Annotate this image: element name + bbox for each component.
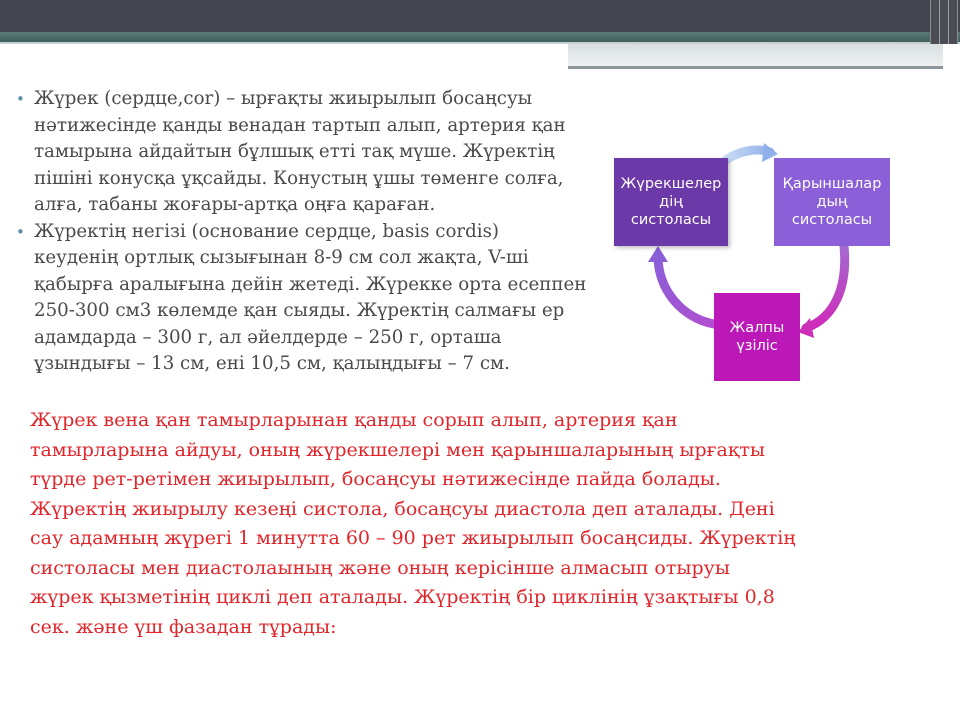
bullet-item-definition: • Жүрек (сердце,cor) – ырғақты жиырылып босаңсуы нәтижесінде қанды венадан тартып алып, артерия қан тамырына айдайтын бұлшық етті тақ мүше. Жүректің пішіні конусқа ұқсайды. Конустың ұшы төменге солға, алға, табаны жоғары-артқа оңға қараған. (16, 86, 636, 219)
header-stripe (0, 32, 960, 42)
bullet-list (16, 86, 636, 378)
header-tab-decoration (930, 0, 958, 44)
header-bar (0, 0, 960, 32)
arrow-to-atrial (658, 256, 714, 324)
stage-general-pause: Жалпы үзіліс (714, 293, 800, 381)
stage-atrial-systole: Жүрекшелер дің систоласы (614, 158, 728, 246)
bullet-item-basis: • Жүректің негізі (основание сердце, basis cordis) кеуденің ортлық сызығынан 8-9 см сол жақта, V-ші қабырға аралығына дейін жетеді. Жүрекке орта есеппен 250-300 см3 көлемде қан сыяды. Жүректің салмағы ер адамдарда – 300 г, ал әйелдерде – 250 г, орташа ұзындығы – 13 см, ені 10,5 см, қалыңдығы – 7 см. (16, 219, 636, 378)
arrow-head-left (648, 246, 668, 262)
header-accent-block (568, 44, 943, 69)
arrow-to-pause (806, 246, 845, 328)
cardiac-cycle-paragraph: Жүрек вена қан тамырларынан қанды сорып алып, артерия қан тамырларына айдуы, оның жүрекшелері мен қарыншаларының ырғақты түрде рет-ретімен жиырылып, босаңсуы нәтижесінде пайда болады. Жүректің жиырылу кезеңі систола, босаңсуы диастола деп аталады. Дені сау адамның жүрегі 1 минутта 60 – 90 рет жиырылып босаңсиды. Жүректің систоласы мен диастолаының және оның керісінше алмасып отыруы жүрек қызметінің циклі деп аталады. Жүректің бір циклінің ұзақтығы 0,8 сек. және үш фазадан тұрады: (30, 409, 796, 638)
stage-ventricular-systole: Қарыншалар дың систоласы (774, 158, 890, 246)
cardiac-cycle-diagram (612, 138, 902, 388)
